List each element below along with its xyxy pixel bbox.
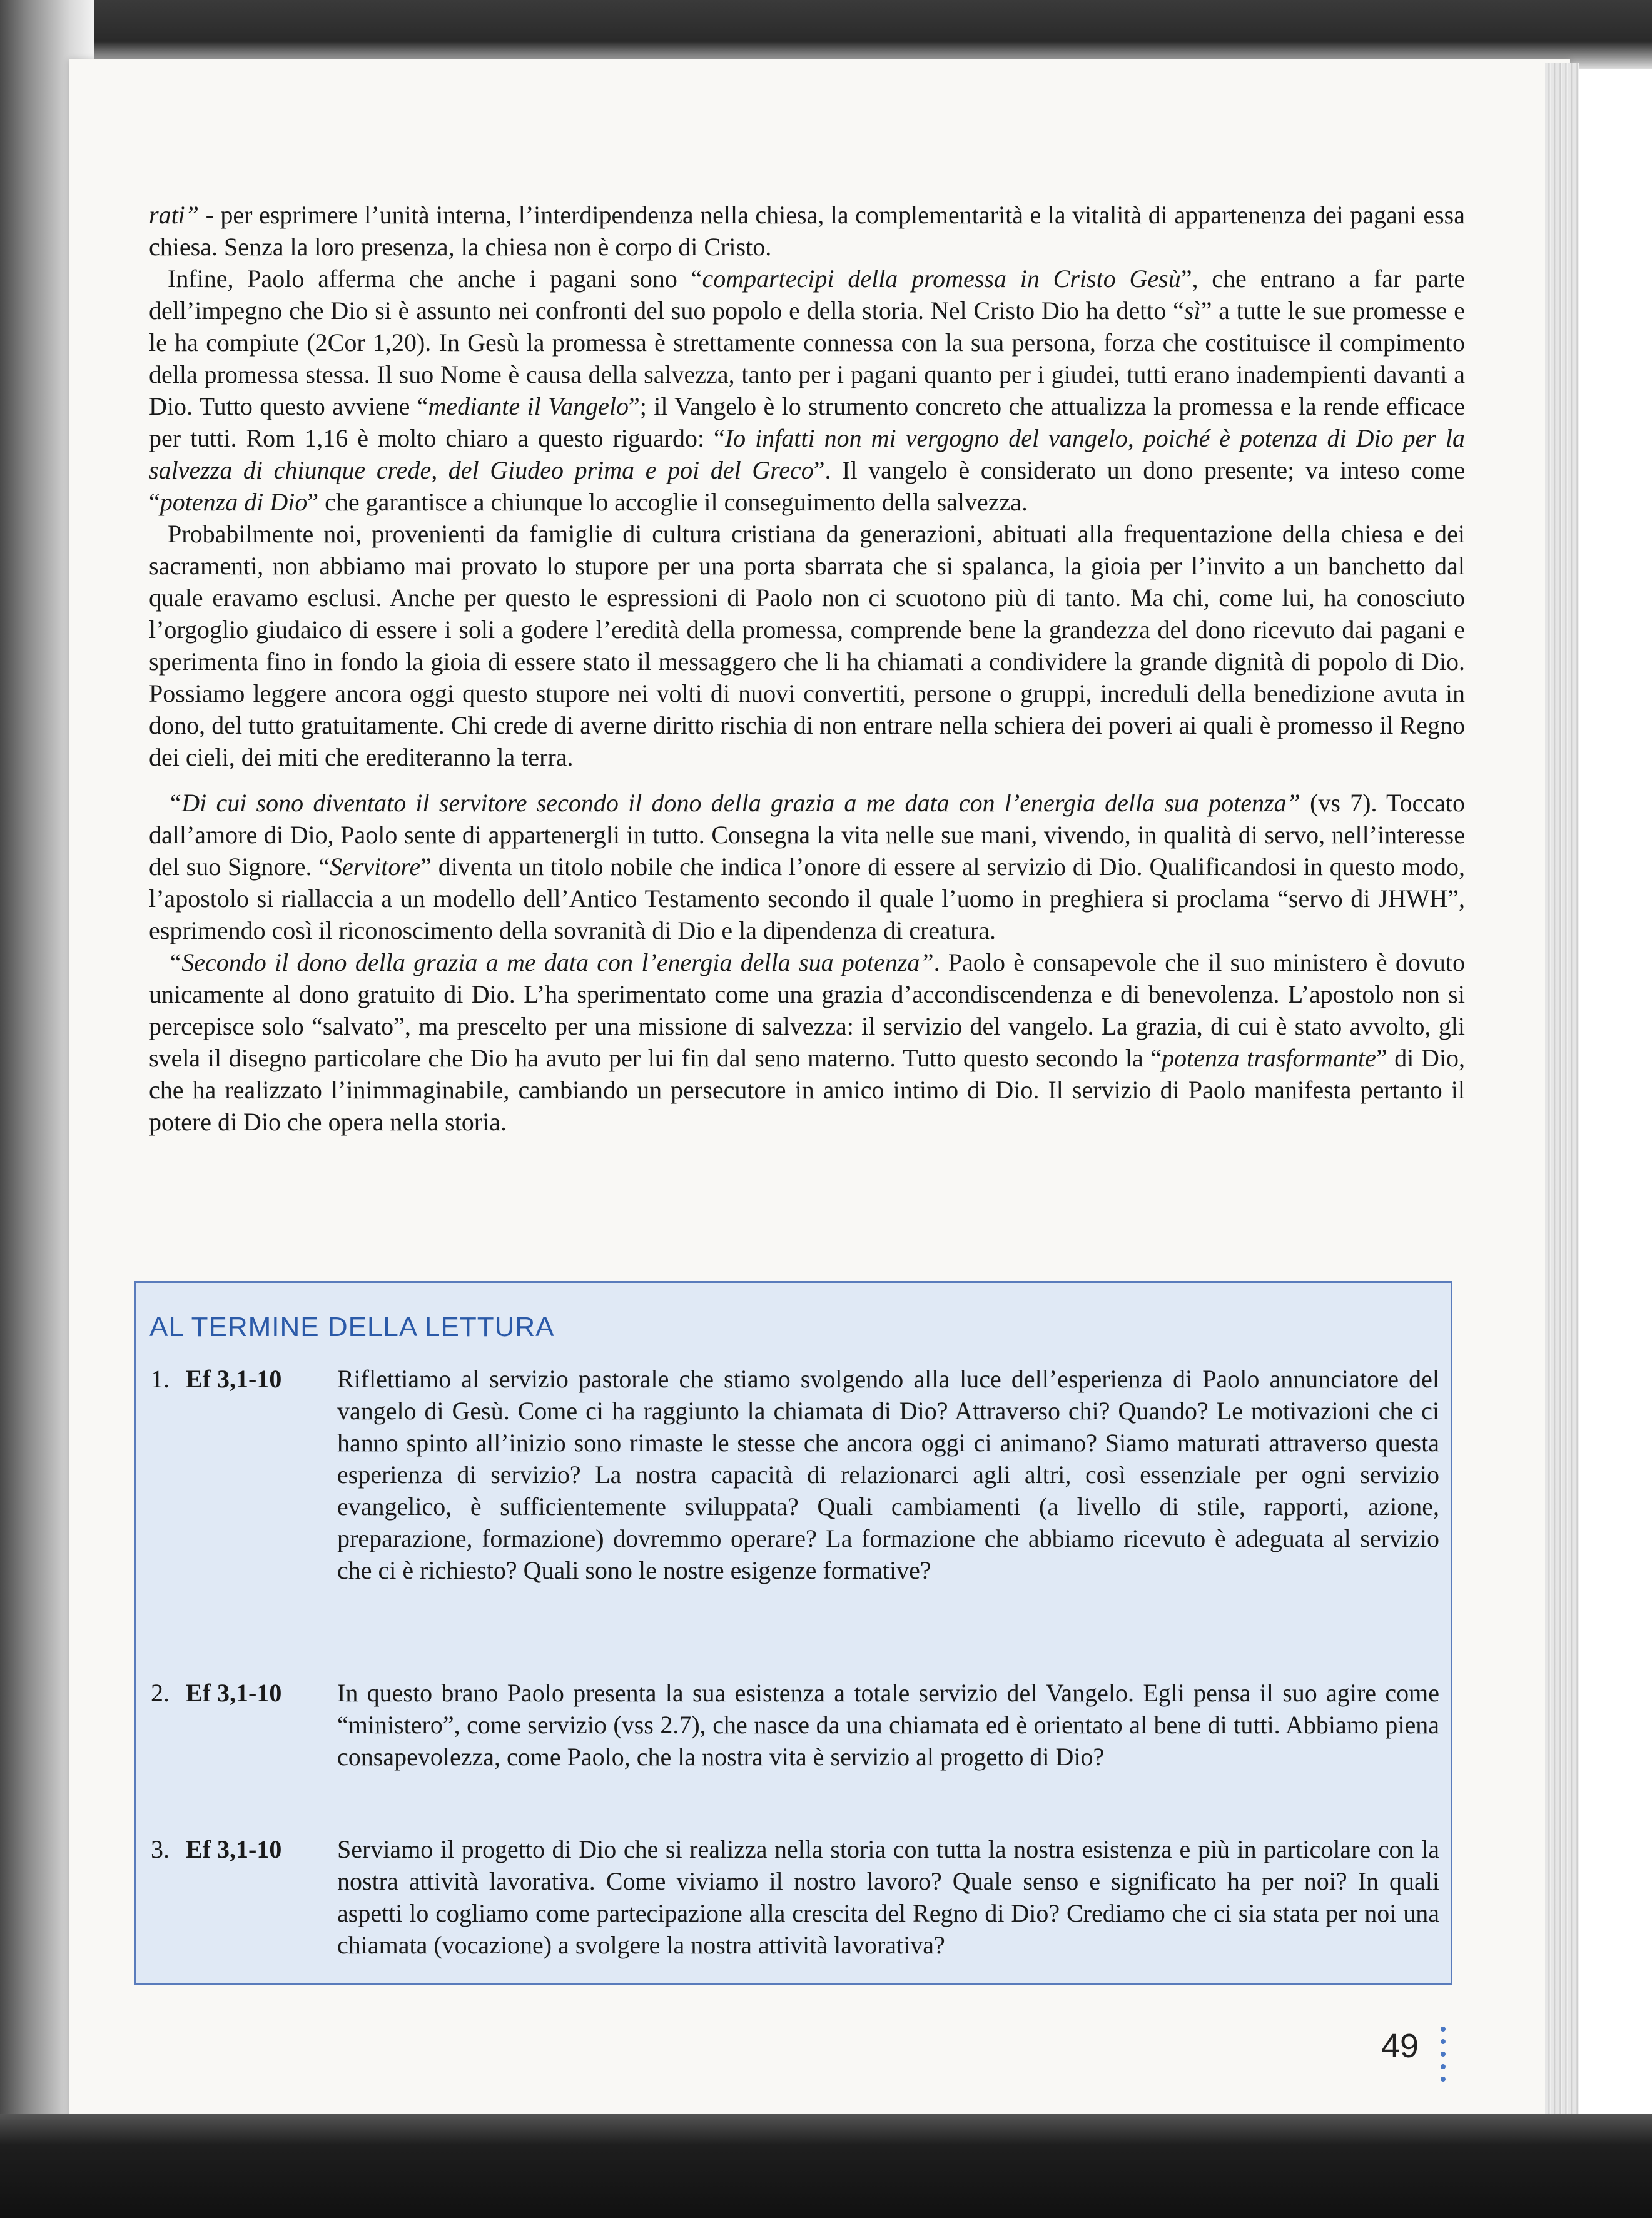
italic-segment: Servitore xyxy=(330,853,421,881)
question-number: 3. xyxy=(151,1835,170,1863)
italic-segment: “Secondo il dono della grazia a me data con l’energia della sua potenza” xyxy=(168,948,934,976)
question-text: Riflettiamo al servizio pastorale che stiamo svolgendo alla luce dell’esperienza di Paolo annunciatore del vangelo di Gesù. Come ci ha raggiunto la chiamata di Dio? Attraverso chi? Quando? Le motivazioni che ci hanno spinto all’inizio sono rimaste le stesse che ancora oggi ci animano? Siamo maturati attraverso questa esperienza di servizio? La nostra capacità di relazionarci agli altri, così essenziale per ogni servizio evangelico, è sufficientemente sviluppata? Quali cambiamenti (a livello di stile, rapporti, azione, preparazione, formazione) dovremmo operare? La formazione che abbiamo ricevuto è adeguata al servizio che ci è richiesto? Quali sono le nostre esigenze formative? xyxy=(337,1365,1439,1584)
text-segment: . Paolo è consapevole che il suo ministero è dovuto unicamente al dono gratuito di Dio. L’ha sperimentato come una grazia d’accondiscendenza e di benevolenza. L’apostolo non si percepisce solo “salvato”, ma prescelto per una missione di salvezza: il servizio del vangelo. La grazia, di cui è stato avvolto, gli svela il disegno particolare che Dio ha avuto per lui fin dal seno materno. Tutto questo secondo la “ xyxy=(149,948,1465,1072)
page-number-dots-ornament xyxy=(1441,2027,1447,2089)
question-text: Serviamo il progetto di Dio che si realizza nella storia con tutta la nostra esistenza e più in particolare con la nostra attività lavorativa. Come viviamo il nostro lavoro? Quale senso e significato ha per noi? In quali aspetti lo cogliamo come partecipazione alla crescita del Regno di Dio? Crediamo che ci sia stata per noi una chiamata (vocazione) a svolgere la nostra attività lavorativa? xyxy=(337,1835,1439,1959)
text-segment: (vs 7). Toccato dall’amore di Dio, Paolo sente di appartenergli in tutto. Consegna la vita nelle sue mani, vivendo, in qualità di servo, nell’interesse del suo Signore. “ xyxy=(149,789,1466,881)
page-edges xyxy=(1545,63,1579,2120)
text-segment: ” che garantisce a chiunque lo accoglie il conseguimento della salvezza. xyxy=(307,488,1028,516)
text-segment: ”. Il vangelo è considerato un dono presente; va inteso come “ xyxy=(149,456,1465,516)
question-item xyxy=(151,1677,1439,1773)
italic-segment: Io infatti non mi vergogno del vangelo, poiché è potenza di Dio per la salvezza di chiunque crede, del Giudeo prima e poi del Greco xyxy=(149,424,1465,484)
italic-segment: potenza di Dio xyxy=(160,488,308,516)
paragraph xyxy=(149,787,1465,946)
italic-segment: “Di cui sono diventato il servitore secondo il dono della grazia a me data con l’energia della sua potenza” xyxy=(168,789,1300,817)
question-reference: Ef 3,1-10 xyxy=(186,1835,282,1863)
paragraph xyxy=(149,946,1465,1138)
italic-segment: rati” xyxy=(149,201,200,229)
text-segment: ”; il Vangelo è lo strumento concreto che attualizza la promessa e la rende efficace per tutti. Rom 1,16 è molto chiaro a questo riguardo: “ xyxy=(149,392,1465,452)
text-segment: ” diventa un titolo nobile che indica l’onore di essere al servizio di Dio. Qualificandosi in questo modo, l’apostolo si riallaccia a un modello dell’Antico Testamento secondo il quale l’uomo in preghiera si proclama “servo di JHWH”, esprimendo così il riconoscimento della sovranità di Dio e la dipendenza di creatura. xyxy=(149,853,1466,944)
paragraph xyxy=(149,199,1465,263)
text-segment: Infine, Paolo afferma che anche i pagani sono “ xyxy=(168,265,702,293)
text-segment: Probabilmente noi, provenienti da famiglie di cultura cristiana da generazioni, abituati alla frequentazione della chiesa e dei sacramenti, non abbiamo mai provato lo stupore per una porta sbarrata che si spalanca, la gioia per l’invito a un banchetto dal quale eravamo esclusi. Anche per questo le espressioni di Paolo non ci scuotono più di tanto. Ma chi, come lui, ha conosciuto l’orgoglio giudaico di essere i soli a godere l’eredità della promessa, comprende bene la grandezza del dono ricevuto dai pagani e sperimenta fino in fondo la gioia di essere stato il messaggero che li ha chiamati a condividere la grande dignità di popolo di Dio. Possiamo leggere ancora oggi questo stupore nei volti di nuovi convertiti, persone o gruppi, increduli della benedizione avuta in dono, del tutto gratuitamente. Chi crede di averne diritto rischia di non entrare nella schiera dei poveri ai quali è promesso il Regno dei cieli, dei miti che erediteranno la terra. xyxy=(149,520,1465,771)
italic-segment: sì xyxy=(1183,296,1201,325)
paragraph xyxy=(149,518,1465,773)
scan-top-shadow xyxy=(0,0,1652,69)
reading-questions-box xyxy=(134,1281,1452,1985)
question-text: In questo brano Paolo presenta la sua esistenza a totale servizio del Vangelo. Egli pensa il suo agire come “ministero”, come servizio (vss 2.7), che nasce da una chiamata ed è orientato al bene di tutti. Abbiamo piena consapevolezza, come Paolo, che la nostra vita è servizio al progetto di Dio? xyxy=(337,1679,1439,1771)
question-number: 2. xyxy=(151,1679,170,1707)
text-segment: - per esprimere l’unità interna, l’interdipendenza nella chiesa, la complementarità e la vitalità di appartenenza dei pagani essa chiesa. Senza la loro presenza, la chiesa non è corpo di Cristo. xyxy=(149,201,1465,261)
paragraph xyxy=(149,263,1465,518)
body-text xyxy=(149,199,1465,1138)
question-reference: Ef 3,1-10 xyxy=(186,1679,282,1707)
page-number: 49 xyxy=(1381,2027,1419,2065)
question-item xyxy=(151,1363,1439,1586)
text-segment: ” di Dio, che ha realizzato l’inimmaginabile, cambiando un persecutore in amico intimo di Dio. Il servizio di Paolo manifesta pertanto il potere di Dio che opera nella storia. xyxy=(149,1044,1466,1136)
text-segment: ”, che entrano a far parte dell’impegno che Dio si è assunto nei confronti del suo popolo e della storia. Nel Cristo Dio ha detto “ xyxy=(149,265,1466,325)
question-reference: Ef 3,1-10 xyxy=(186,1365,282,1393)
italic-segment: mediante il Vangelo xyxy=(428,392,629,420)
scan-bottom-shadow xyxy=(0,2114,1652,2218)
italic-segment: potenza trasformante xyxy=(1162,1044,1376,1072)
box-title: AL TERMINE DELLA LETTURA xyxy=(149,1312,555,1342)
italic-segment: compartecipi della promessa in Cristo Gesù xyxy=(702,265,1181,293)
text-segment: ” a tutte le sue promesse e le ha compiute (2Cor 1,20). In Gesù la promessa è strettamente connessa con la sua persona, forza che costituisce il compimento della promessa stessa. Il suo Nome è causa della salvezza, tanto per i pagani quanto per i giudei, tutti erano inadempienti davanti a Dio. Tutto questo avviene “ xyxy=(149,296,1465,420)
question-item xyxy=(151,1833,1439,1961)
question-number: 1. xyxy=(151,1365,170,1393)
